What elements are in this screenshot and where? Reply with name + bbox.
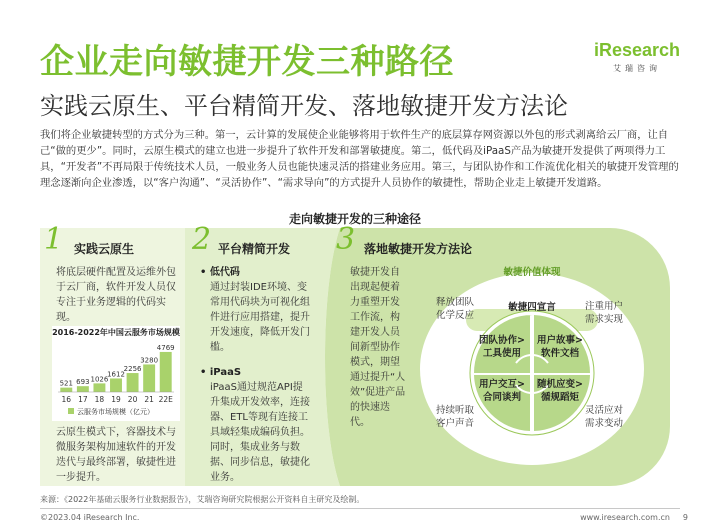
chart-data-label: 1612 [107, 370, 125, 379]
chart-tick-label: 19 [111, 395, 121, 404]
footer-divider [40, 508, 680, 509]
chart-data-label: 2256 [123, 365, 142, 374]
cloud-market-chart [52, 326, 180, 421]
circle-title: 敏捷价值体现 [503, 267, 561, 278]
col3-text: 敏捷开发自出现起便着力重塑开发工作流，构建开发人员间新型协作模式，期望通过提升“人效”促进产品的快速迭代。 [350, 267, 406, 428]
chart-legend-label: 云服务市场规模（亿元） [77, 408, 154, 416]
footer-website: www.iresearch.com.cn [580, 513, 670, 522]
chart-bar [160, 352, 172, 392]
chart-data-label: 4769 [156, 343, 175, 352]
col2-bullet-lowcode: • 低代码 通过封装IDE环境、变常用代码块为可视化组件进行应用搭建，提升开发速度，降低开发门槛。 [200, 267, 310, 353]
page-number: 9 [682, 513, 688, 522]
footer-copyright: ©2023.04 iResearch Inc. [40, 513, 140, 522]
col1-text-top: 将底层硬件配置及运维外包于云厂商，软件开发人员仅专注于业务逻辑的代码实现。 [56, 267, 176, 323]
figure-title: 走向敏捷开发的三种途径 [288, 212, 421, 226]
chart-data-label: 1026 [90, 375, 109, 384]
iresearch-logo [594, 40, 680, 74]
chart-tick-label: 21 [144, 395, 154, 404]
chart-bar [110, 378, 122, 392]
col3-number: 3 [336, 222, 356, 257]
chart-data-label: 3280 [140, 356, 159, 365]
chart-tick-label: 18 [94, 395, 105, 404]
outer-text-team: 释放团队化学反应 [435, 297, 474, 321]
chart-bar [127, 373, 139, 392]
chart-tick-label: 17 [78, 395, 88, 404]
intro-paragraph: 我们将企业敏捷转型的方式分为三种。第一，云计算的发展使企业能够将用于软件生产的底层算存网资源以外包的形式剥离给云厂商，让自己“做的更少”。同时，云原生模式的建立也进一步提升了软件开发和部署敏捷度。第二，低代码及iPaaS产品为敏捷开发提供了两项得力工具，“开发者”不再局限于传统技术人员，一般业务人员也能快速灵活的搭建业务应用。第三，与团队协作和工作流优化相关的敏捷开发管理的理念逐渐向企业渗透，以“客户沟通”、“灵活协作”、“需求导向”的方式提升人员协作的敏捷性，帮助企业走上敏捷开发道路。 [40, 129, 679, 189]
chart-data-label: 693 [76, 378, 90, 387]
chart-tick-label: 20 [127, 395, 138, 404]
outer-text-change: 灵活应对需求变动 [584, 405, 623, 429]
ipaas-text: iPaaS通过规范API提升集成开发效率，连接器、ETL等现有连接工具域轻集成编码负担。同时，集成业务与数据、同步信息，敏捷化业务。 [210, 382, 310, 483]
col2-number: 2 [192, 222, 212, 257]
col2-heading: 平台精简开发 [218, 242, 291, 256]
logo-name: iResearch [593, 40, 680, 60]
footer-source: 来源：《2022年基础云服务行业数据报告》，艾瑞咨询研究院根据公开资料自主研究及绘制。 [40, 495, 365, 504]
chart-tick-label: 16 [61, 395, 72, 404]
manifesto-label: 敏捷四宣言 [508, 302, 556, 313]
col1-text-bottom: 云原生模式下，容器技术与微服务架构加速软件的开发迭代与最终部署，敏捷性进一步提升。 [56, 427, 176, 483]
lowcode-title: 低代码 [209, 267, 240, 278]
page-title: 企业走向敏捷开发三种路径 [40, 42, 454, 82]
quad-text-adapt: 随机应变>循规蹈矩 [537, 379, 583, 403]
agile-values-diagram [416, 265, 648, 465]
chart-data-label: 521 [59, 379, 73, 388]
col1-heading: 实践云原生 [74, 242, 135, 256]
chart-legend-swatch [68, 408, 74, 414]
outer-text-user: 注重用户需求实现 [584, 301, 623, 325]
col1-number: 1 [44, 222, 64, 257]
chart-bar [143, 364, 155, 392]
col3-heading: 落地敏捷开发方法论 [364, 242, 473, 256]
quad-text-team: 团队协作>工具使用 [479, 335, 525, 359]
logo-subtitle: 艾瑞咨询 [612, 64, 661, 73]
chart-bar [60, 388, 72, 392]
chart-tick-label: 22E [158, 395, 173, 404]
col2-bullet-ipaas: • iPaaS iPaaS通过规范API提升集成开发效率，连接器、ETL等现有连接工具域轻集成编码负担。同时，集成业务与数据、同步信息，敏捷化业务。 [200, 367, 310, 483]
lowcode-text: 通过封装IDE环境、变常用代码块为可视化组件进行应用搭建，提升开发速度，降低开发门槛。 [210, 282, 310, 353]
chart-title: 2016-2022年中国云服务市场规模 [52, 328, 180, 337]
page-subtitle: 实践云原生、平台精简开发、落地敏捷开发方法论 [40, 92, 568, 120]
chart-bar [93, 383, 105, 392]
quad-text-interaction: 用户交互>合同谈判 [479, 379, 525, 403]
ipaas-title: iPaaS [209, 367, 242, 378]
outer-text-customer: 持续听取客户声音 [435, 405, 474, 429]
quad-text-story: 用户故事>软件文档 [537, 335, 583, 359]
chart-bar [77, 386, 89, 392]
chart-svg [52, 326, 180, 421]
